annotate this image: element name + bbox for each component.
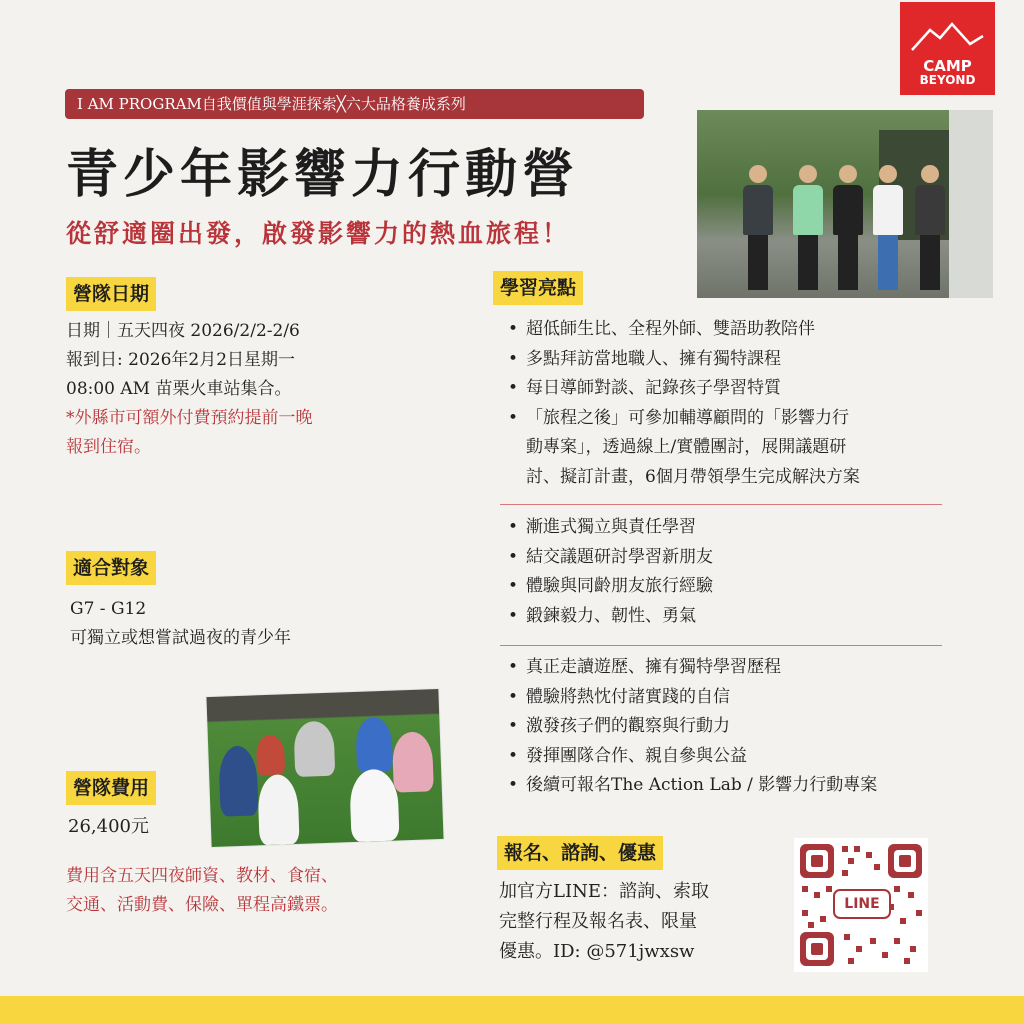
dates-note: 報到住宿。 [66, 437, 151, 457]
page-title: 青少年影響力行動營 [66, 144, 580, 205]
section-tag-signup: 報名、諮詢、優惠 [497, 836, 663, 870]
fee-note [66, 862, 338, 920]
dates-line: 08:00 AM 苗栗火車站集合。 [66, 379, 292, 399]
footer-band [0, 996, 1024, 1024]
section-tag-target: 適合對象 [66, 551, 156, 585]
activity-photo [206, 689, 443, 847]
target-audience-info [70, 595, 291, 653]
list-item: • 每日導師對談、記錄孩子學習特質 [506, 374, 860, 404]
fee-note-line: 費用含五天四夜師資、教材、食宿、 [66, 866, 338, 886]
list-item: • 後續可報名The Action Lab / 影響力行動專案 [506, 771, 877, 801]
section-tag-highlights: 學習亮點 [493, 271, 583, 305]
list-item: • 鍛鍊毅力、韌性、勇氣 [506, 602, 713, 632]
signup-info [499, 877, 709, 967]
divider [500, 645, 942, 646]
target-line: 可獨立或想嘗試過夜的青少年 [70, 628, 291, 648]
program-series-tag: I AM PROGRAM自我價值與學涯探索╳六大品格養成系列 [65, 89, 644, 119]
dates-note: *外縣市可額外付費預約提前一晚 [66, 408, 313, 428]
mountain-icon [910, 22, 985, 52]
highlights-group-3 [506, 653, 877, 801]
list-item: • 真正走讀遊歷、擁有獨特學習歷程 [506, 653, 877, 683]
signup-line: 優惠。ID: @571jwxsw [499, 941, 695, 962]
qr-line-label: LINE [844, 896, 880, 912]
page-subtitle: 從舒適圈出發，啟發影響力的熱血旅程！ [66, 219, 571, 248]
list-item: • 體驗與同齡朋友旅行經驗 [506, 572, 713, 602]
fee-note-line: 交通、活動費、保險、單程高鐵票。 [66, 895, 338, 915]
list-item: • 「旅程之後」可參加輔導顧問的「影響力行 [506, 404, 860, 434]
camp-beyond-logo [900, 2, 995, 95]
group-photo [697, 110, 993, 298]
list-item: • 多點拜訪當地職人、擁有獨特課程 [506, 345, 860, 375]
list-item: • 漸進式獨立與責任學習 [506, 513, 713, 543]
logo-line-2: BEYOND [919, 73, 976, 87]
list-item: 討、擬訂計畫，6個月帶領學生完成解決方案 [526, 466, 860, 487]
list-item: • 超低師生比、全程外師、雙語助教陪伴 [506, 315, 860, 345]
line-qr-code[interactable] [794, 838, 928, 972]
divider [500, 504, 942, 505]
section-tag-fee: 營隊費用 [66, 771, 156, 805]
fee-amount: 26,400元 [68, 816, 149, 837]
list-item: • 體驗將熱忱付諸實踐的自信 [506, 683, 877, 713]
signup-line: 完整行程及報名表、限量 [499, 911, 697, 932]
list-item: • 激發孩子們的觀察與行動力 [506, 712, 877, 742]
target-line: G7 - G12 [70, 599, 147, 619]
list-item: • 發揮團隊合作、親自參與公益 [506, 742, 877, 772]
dates-line: 日期｜五天四夜 2026/2/2-2/6 [66, 321, 300, 341]
camp-dates-info [66, 317, 313, 462]
dates-line: 報到日: 2026年2月2日星期一 [66, 350, 296, 370]
highlights-group-2 [506, 513, 713, 631]
section-tag-dates: 營隊日期 [66, 277, 156, 311]
logo-line-1: CAMP [923, 57, 972, 75]
highlights-group-1 [506, 315, 860, 492]
list-item: • 結交議題研討學習新朋友 [506, 543, 713, 573]
list-item: 動專案」，透過線上/實體團討，展開議題研 [526, 437, 847, 457]
signup-line: 加官方LINE：諮詢、索取 [499, 881, 709, 902]
